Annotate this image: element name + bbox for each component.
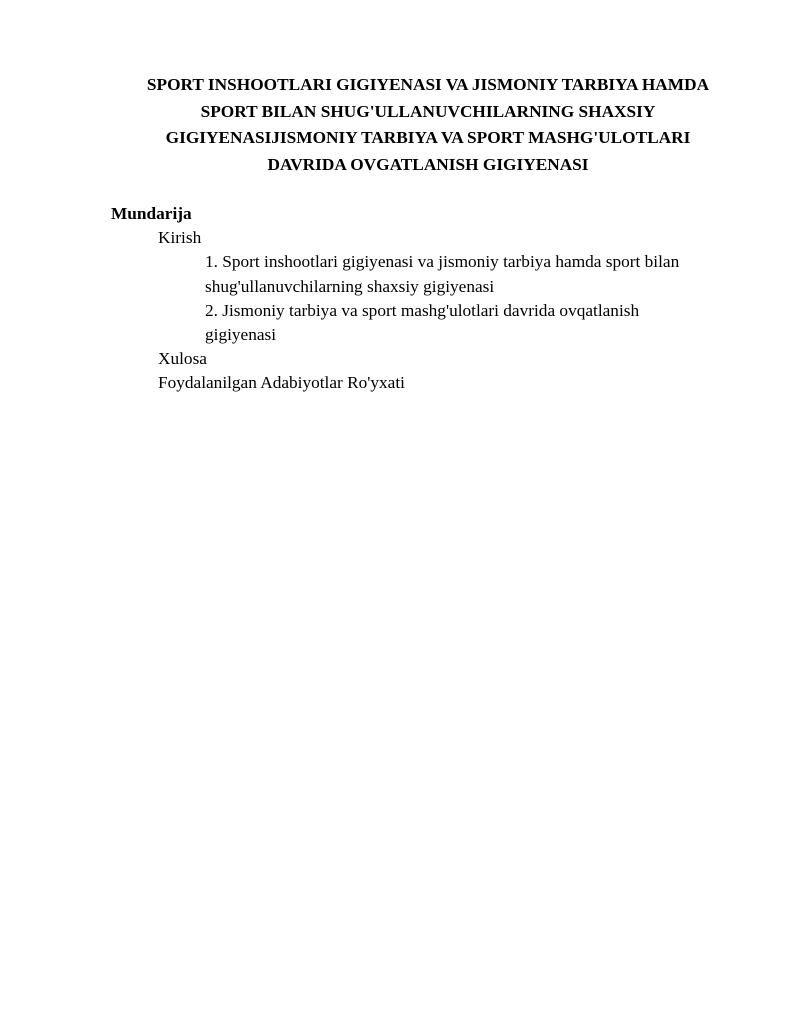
toc-item-line: shug'ullanuvchilarning shaxsiy gigiyenasi bbox=[205, 276, 495, 296]
toc-item-line: gigiyenasi bbox=[205, 325, 277, 345]
document-title bbox=[110, 72, 746, 178]
toc-item-references: Foydalanilgan Adabiyotlar Ro'yxati bbox=[158, 373, 405, 393]
toc-item-line: 1. Sport inshootlari gigiyenasi va jismoniy tarbiya hamda sport bilan bbox=[205, 252, 680, 272]
toc-item-line: 2. Jismoniy tarbiya va sport mashg'ulotlari davrida ovqatlanish bbox=[205, 300, 640, 320]
toc-item-conclusion: Xulosa bbox=[158, 349, 207, 369]
title-line: GIGIYENASIJISMONIY TARBIYA VA SPORT MASHG'ULOTLARI bbox=[165, 128, 691, 147]
title-line: SPORT BILAN SHUG'ULLANUVCHILARNING SHAXSIY bbox=[200, 101, 656, 121]
title-line: DAVRIDA OVGATLANISH GIGIYENASI bbox=[267, 154, 589, 174]
title-line: SPORT INSHOOTLARI GIGIYENASI VA JISMONIY TARBIYA HAMDA bbox=[146, 75, 710, 94]
table-of-contents bbox=[111, 202, 751, 396]
toc-item-section-1 bbox=[111, 250, 735, 298]
toc-item-intro: Kirish bbox=[158, 228, 202, 248]
toc-heading: Mundarija bbox=[111, 204, 192, 223]
toc-item-section-2 bbox=[111, 299, 735, 347]
